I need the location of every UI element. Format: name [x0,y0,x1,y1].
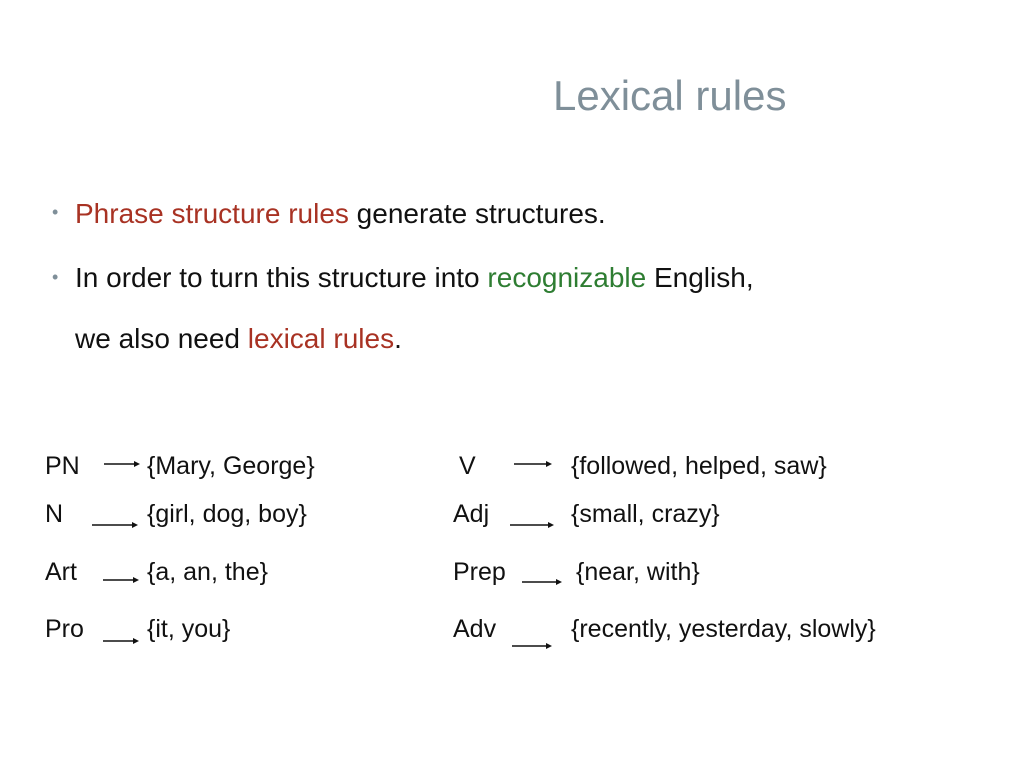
bullet-marker: • [52,267,59,287]
rule-words: {small, crazy} [571,500,720,528]
rule-category: Pro [45,615,84,643]
rule-category: N [45,500,64,528]
rule-category: PN [45,452,80,480]
bullet-2-continuation [75,323,402,355]
arrow-icon [103,636,139,646]
arrow-icon [510,520,554,530]
rule-category: Prep [453,558,506,586]
rule-words: {followed, helped, saw} [571,452,827,480]
bullet-2 [75,262,754,294]
bullet-marker: • [52,202,59,222]
rule-words: {near, with} [576,558,700,586]
bullet-1-part-1: Phrase structure rules [75,198,349,229]
rule-category: Art [45,558,77,586]
rule-words: {it, you} [147,615,231,643]
arrow-icon [514,459,552,469]
bullet-1 [75,198,606,230]
rule-words: {recently, yesterday, slowly} [571,615,876,643]
rule-category: Adj [453,500,490,528]
arrow-icon [522,577,562,587]
bullet-2-part-3: English, [646,262,754,293]
rule-category: Adv [453,615,497,643]
bullet-2-cont-part-3: . [394,323,402,354]
bullet-2-part-1: In order to turn this structure into [75,262,488,293]
arrow-icon [512,641,552,651]
rule-category: V [459,452,476,480]
bullet-2-part-2: recognizable [487,262,647,293]
bullet-2-cont-part-2: lexical rules [247,323,395,354]
arrow-icon [104,459,140,469]
rule-words: {a, an, the} [147,558,268,586]
bullet-2-cont-part-1: we also need [75,323,248,354]
slide-title: Lexical rules [553,72,787,119]
arrow-icon [103,575,139,585]
rule-words: {Mary, George} [147,452,315,480]
rule-words: {girl, dog, boy} [147,500,307,528]
arrow-icon [92,520,138,530]
bullet-1-part-2: generate structures. [348,198,606,229]
